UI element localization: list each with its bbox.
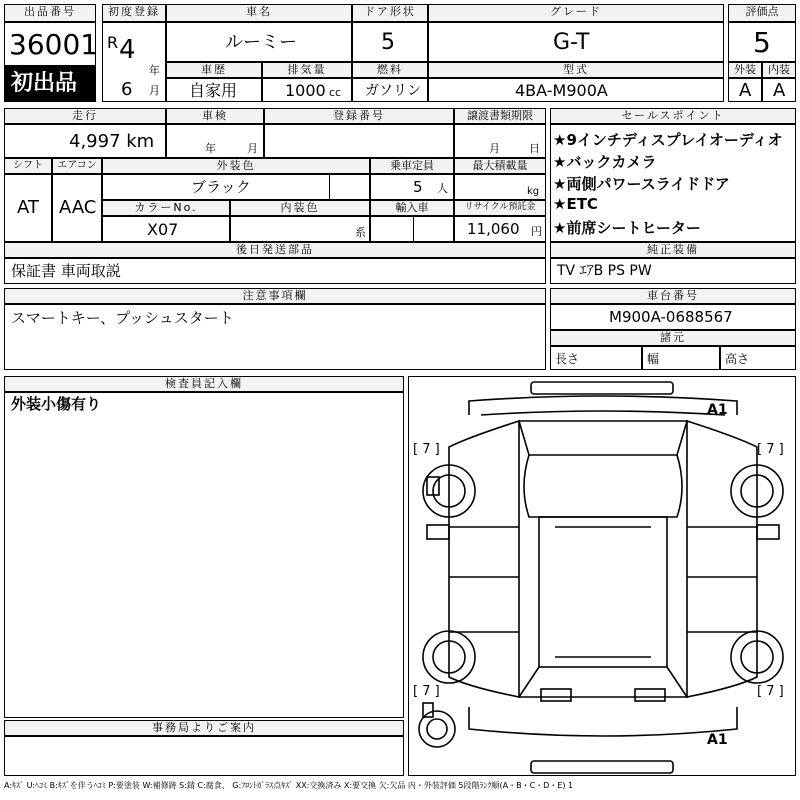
- transfer-deadline-label: 譲渡書類期限: [454, 108, 546, 124]
- recycle-unit: 円: [531, 225, 542, 238]
- first-registration-label: 初度登録: [102, 4, 166, 22]
- fuel: ガソリン: [365, 83, 421, 99]
- recycle-fee: 11,060: [467, 220, 520, 238]
- capacity: 5: [413, 178, 423, 196]
- tire-depth-rear-left: [ 7 ]: [413, 684, 440, 699]
- doors-label: ドア形状: [352, 4, 428, 22]
- inspection-cell: [166, 124, 264, 158]
- color-no: X07: [147, 220, 179, 239]
- inspection-year-unit: 年: [205, 142, 216, 155]
- registration-number-label: 登録番号: [264, 108, 454, 124]
- transfer-day-unit: 日: [529, 142, 540, 155]
- selling-points-label: セールスポイント: [550, 108, 796, 124]
- height-cell: [720, 346, 796, 370]
- width-label: 幅: [647, 352, 660, 366]
- damage-mark-rear: A1: [707, 732, 728, 748]
- import-divider: [413, 217, 414, 241]
- fuel-label: 燃料: [352, 62, 428, 78]
- inspector-cell: [4, 392, 404, 718]
- grade-cell: [428, 22, 724, 62]
- int-color-cell: [230, 216, 370, 242]
- lot-number: 36001: [9, 28, 99, 61]
- max-load-unit: kg: [527, 186, 540, 197]
- damage-mark-front: A1: [707, 402, 728, 418]
- ext-color-label: 外装色: [102, 158, 370, 174]
- model-code-label: 型式: [428, 62, 724, 78]
- inspector-label: 検査員記入欄: [4, 376, 404, 392]
- grade: G-T: [553, 30, 590, 55]
- doors-cell: [352, 22, 428, 62]
- tire-depth-rear-right: [ 7 ]: [757, 684, 784, 699]
- inspection-month-unit: 月: [247, 142, 258, 155]
- mileage: 4,997 km: [69, 131, 155, 152]
- aircon: AAC: [59, 197, 97, 218]
- lot-number-label: 出品番号: [4, 4, 96, 22]
- aircon-cell: [52, 174, 102, 242]
- tire-depth-front-right: [ 7 ]: [757, 442, 784, 457]
- fuel-cell: [352, 78, 428, 102]
- grade-label: グレード: [428, 4, 724, 22]
- displacement-cell: [262, 78, 352, 102]
- car-name-cell: [166, 22, 352, 62]
- shift-cell: [4, 174, 52, 242]
- chassis-number: M900A-0688567: [609, 308, 733, 326]
- interior-label: 内装: [762, 62, 796, 78]
- exterior-grade: A: [739, 80, 752, 101]
- dims-label: 諸元: [550, 330, 796, 346]
- mileage-cell: [4, 124, 166, 158]
- era: R: [107, 33, 119, 52]
- interior-grade: A: [773, 80, 786, 101]
- width-cell: [642, 346, 720, 370]
- genuine-equipment: TV ｴｱB PS PW: [557, 263, 652, 279]
- car-outline: [409, 377, 796, 776]
- registration-number-cell: [264, 124, 454, 158]
- score-cell: [728, 22, 796, 62]
- mileage-label: 走行: [4, 108, 166, 124]
- model-code-cell: [428, 78, 724, 102]
- shift-label: シフト: [4, 158, 52, 174]
- history-label: 車歴: [166, 62, 262, 78]
- transfer-deadline-cell: [454, 124, 546, 158]
- height-label: 高さ: [725, 352, 750, 366]
- later-parts-cell: [4, 258, 546, 284]
- capacity-label: 乗車定員: [370, 158, 454, 174]
- import-label: 輸入車: [370, 200, 454, 216]
- legend: A:ｷｽﾞ U:ﾍｺﾐ B:ｷｽﾞを伴うﾍｺﾐ P:要塗装 W:補修跡 S:錆 C:腐食、 G:ﾌﾛﾝﾄｶﾞﾗｽ点ｷｽﾞ XX:交換済み X:要交換 欠:欠品 内・外装評価 5段階ﾗﾝｸ順(A・B・C・D・E) 1: [4, 781, 574, 790]
- selling-point-item: ★バックカメラ: [553, 153, 657, 171]
- exterior-label: 外装: [728, 62, 762, 78]
- tire-depth-front-left: [ 7 ]: [413, 442, 440, 457]
- later-parts: 保証書 車両取説: [11, 262, 121, 280]
- int-color-suffix: 系: [355, 226, 366, 239]
- office-cell: [4, 736, 404, 776]
- first-listing-badge-box: [4, 66, 96, 102]
- selling-points-list: [550, 124, 796, 242]
- interior-cell: [762, 78, 796, 102]
- displacement-unit: cc: [329, 86, 342, 99]
- score-label: 評価点: [728, 4, 796, 22]
- registration-month: 6: [121, 79, 133, 100]
- later-parts-label: 後日発送部品: [4, 242, 546, 258]
- aircon-label: エアコン: [52, 158, 102, 174]
- car-name-label: 車名: [166, 4, 352, 22]
- capacity-unit: 人: [437, 182, 448, 195]
- history: 自家用: [189, 81, 238, 100]
- selling-point-item: ★両側パワースライドドア: [553, 175, 730, 193]
- score: 5: [753, 26, 771, 59]
- doors: 5: [381, 30, 395, 55]
- selling-point-item: ★9インチディスプレイオーディオ: [553, 131, 783, 149]
- history-cell: [166, 78, 262, 102]
- damage-diagram: [408, 376, 796, 776]
- genuine-equipment-cell: [550, 258, 796, 284]
- chassis-label: 車台番号: [550, 288, 796, 304]
- registration-year: 4: [119, 35, 136, 65]
- model-code: 4BA-M900A: [515, 81, 608, 100]
- exterior-cell: [728, 78, 762, 102]
- max-load-cell: [454, 174, 546, 200]
- int-color-label: 内装色: [230, 200, 370, 216]
- notes-label: 注意事項欄: [4, 288, 546, 304]
- import-cell: [370, 216, 454, 242]
- max-load-label: 最大積載量: [454, 158, 546, 174]
- recycle-label: リサイクル預託金: [454, 200, 546, 216]
- first-listing-badge: 初出品: [11, 71, 78, 96]
- ext-color-divider: [329, 175, 330, 199]
- displacement: 1000: [285, 81, 326, 100]
- notes: スマートキー、プッシュスタート: [11, 309, 234, 327]
- month-unit: 月: [149, 84, 160, 97]
- color-no-cell: [102, 216, 230, 242]
- selling-point-item: ★ETC: [553, 195, 598, 213]
- year-unit: 年: [149, 64, 160, 77]
- length-label: 長さ: [555, 352, 580, 366]
- chassis-cell: [550, 304, 796, 330]
- lot-number-cell: [4, 22, 99, 66]
- shift: AT: [17, 197, 39, 218]
- inspector-note: 外装小傷有り: [11, 395, 102, 413]
- length-cell: [550, 346, 642, 370]
- office-label: 事務局よりご案内: [4, 720, 404, 736]
- ext-color-cell: [102, 174, 370, 200]
- color-no-label: カラーNo.: [102, 200, 230, 216]
- first-registration-cell: [102, 22, 166, 102]
- car-name: ルーミー: [225, 32, 297, 53]
- notes-cell: [4, 304, 546, 370]
- displacement-label: 排気量: [262, 62, 352, 78]
- ext-color: ブラック: [191, 178, 251, 196]
- inspection-label: 車検: [166, 108, 264, 124]
- recycle-cell: [454, 216, 546, 242]
- genuine-equipment-label: 純正装備: [550, 242, 796, 258]
- transfer-month-unit: 月: [489, 142, 500, 155]
- selling-point-item: ★前席シートヒーター: [553, 219, 701, 237]
- capacity-cell: [370, 174, 454, 200]
